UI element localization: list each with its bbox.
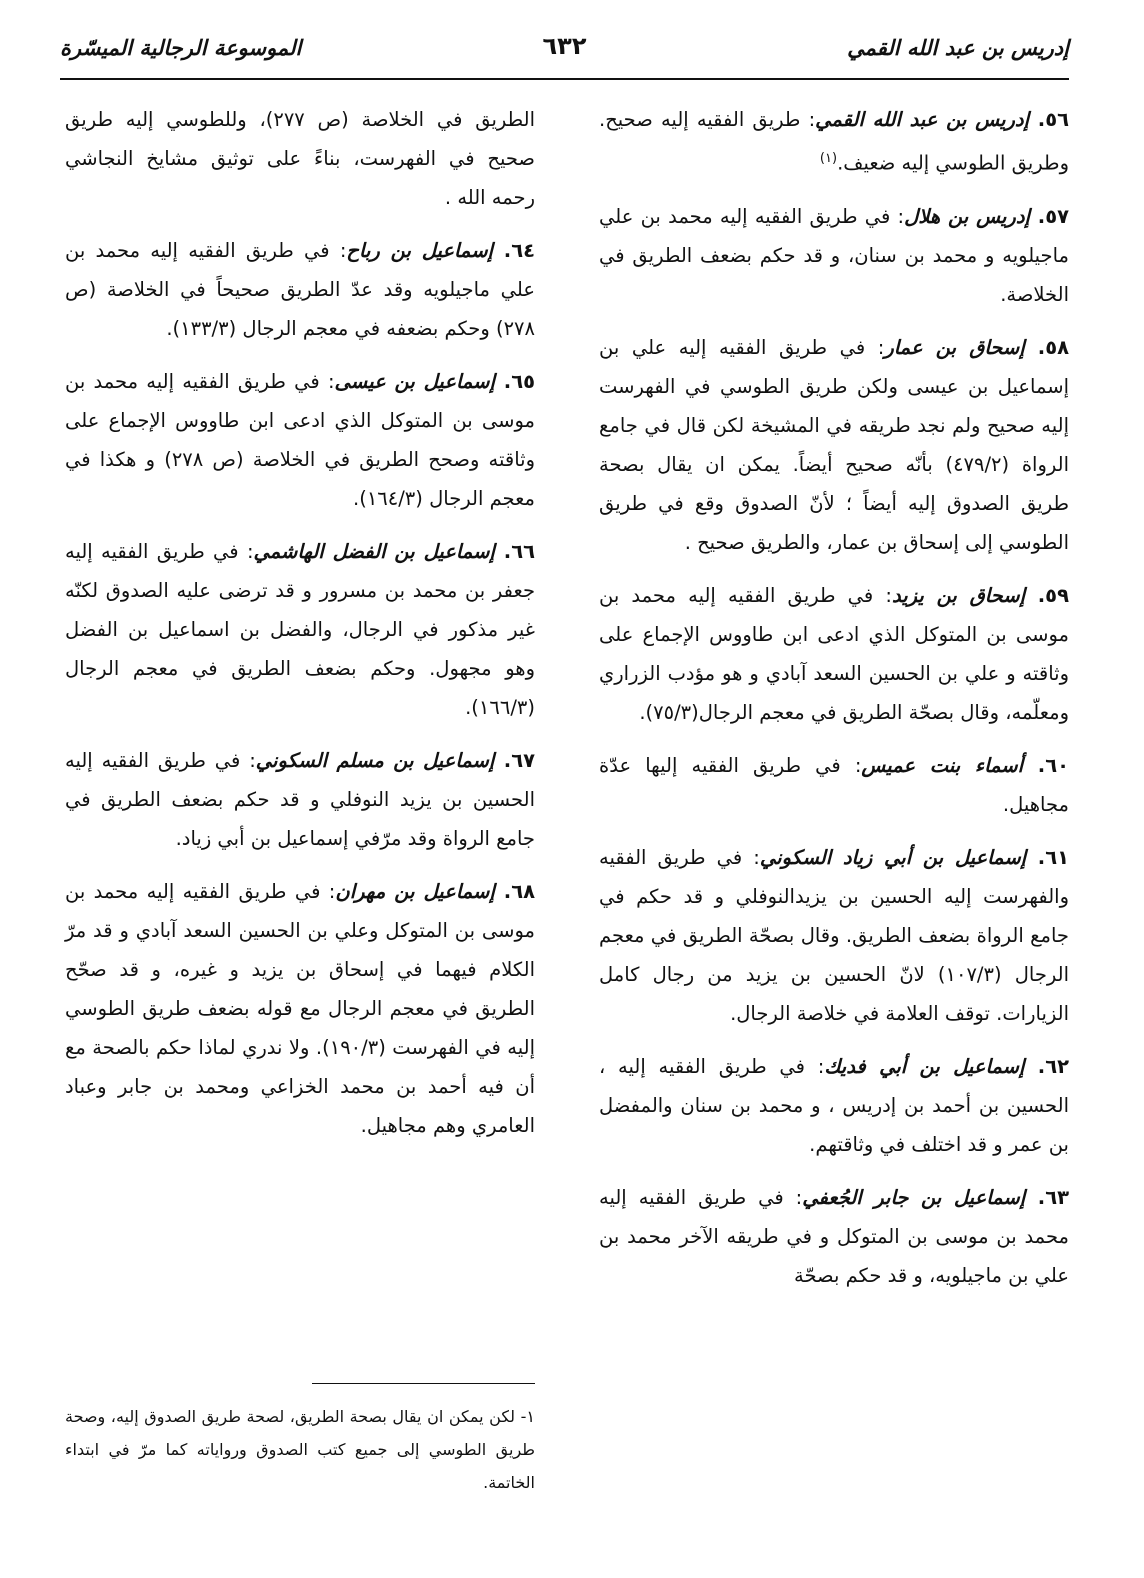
entry-name: إسماعيل بن أبي فديك (824, 1054, 1025, 1078)
entry-number: ٦٣. (1025, 1185, 1069, 1209)
entry-59 (599, 576, 1069, 732)
header-divider (60, 78, 1069, 80)
footnote: ١- لكن يمكن ان يقال بصحة الطريق، لصحة طريق الصدوق إليه، وصحة طريق الطوسي إلى جميع كتب الصدوق ورواياته كما مرّ في ابتداء الخاتمة. (65, 1407, 535, 1492)
entry-number: ٦٧. (494, 749, 535, 772)
entry-name: إدريس بن عبد الله القمي (815, 108, 1030, 131)
entry-name: إسحاق بن عمار (884, 335, 1025, 359)
entry-68 (65, 872, 535, 1145)
entry-64 (65, 231, 535, 348)
entry-text: : في طريق الفقيه إليه محمد بن علي ماجيلويه وقد عدّ الطريق صحيحاً في الخلاصة (ص ٢٧٨) وحكم بضعفه في معجم الرجال (١٣٣/٣). (65, 239, 535, 340)
entry-name: إسماعيل بن مهران (335, 880, 495, 903)
entry-number: ٦٨. (494, 880, 535, 903)
entry-text: : في طريق الفقيه إليه محمد بن موسى بن المتوكل و في طريقه الآخر محمد بن علي بن ماجيلويه، و قد حكم بصحّة (599, 1185, 1069, 1287)
entry-text: : في طريق الفقيه إليه جعفر بن محمد بن مسرور و قد ترضى عليه الصدوق لكنّه غير مذكور في الرجال، والفضل بن اسماعيل بن الفضل وهو مجهول. وحكم بضعف الطريق في معجم الرجال (١٦٦/٣). (65, 540, 535, 719)
entry-text: : في طريق الفقيه إليه محمد بن موسى بن المتوكل وعلي بن الحسين السعد آبادي و قد مرّ الكلام فيهما في إسحاق بن يزيد و غيره، و قد صحّح الطريق في معجم الرجال مع قوله بضعف طريق الطوسي إليه في الفهرست (١٩٠/٣). ولا ندري لماذا حكم بالصحة مع أن فيه أحمد بن محمد الخزاعي ومحمد بن جابر وعباد العامري وهم مجاهيل. (65, 880, 535, 1137)
entry-name: إسماعيل بن رباح (346, 239, 493, 262)
entry-name: إسحاق بن يزيد (891, 583, 1026, 607)
entry-63 (599, 1178, 1069, 1295)
entry-name: إسماعيل بن عيسى (334, 370, 495, 393)
entry-65 (65, 362, 535, 518)
left-column (65, 100, 535, 1159)
entry-58 (599, 328, 1069, 562)
entry-number: ٦٥. (494, 370, 535, 393)
entry-number: ٦١. (1026, 845, 1070, 869)
entry-number: ٥٦. (1029, 108, 1069, 131)
entry-66 (65, 532, 535, 727)
footnote-reference: (١) (819, 151, 838, 166)
running-title-right: إدريس بن عبد الله القمي (847, 36, 1069, 60)
entry-text: : في طريق الفقيه إليه محمد بن موسى بن المتوكل الذي ادعى ابن طاووس الإجماع على وثاقته وصحح الطريق في الخلاصة (ص ٢٧٨) و هكذا في معجم الرجال (١٦٤/٣). (65, 370, 535, 510)
entry-text: : في طريق الفقيه إليه الحسين بن يزيد النوفلي و قد حكم بضعف الطريق في جامع الرواة وقد مرّفي إسماعيل بن أبي زياد. (65, 749, 535, 850)
page-number: ٦٣٢ (542, 32, 587, 60)
entry-63-continuation: الطريق في الخلاصة (ص ٢٧٧)، وللطوسي إليه طريق صحيح في الفهرست، بناءً على توثيق مشايخ النجاشي رحمه الله . (65, 108, 536, 209)
entry-number: ٦٤. (492, 239, 536, 262)
entry-number: ٦٢. (1024, 1054, 1069, 1078)
entry-text: : في طريق الفقيه إليه علي بن إسماعيل بن عيسى ولكن طريق الطوسي في الفهرست إليه صحيح ولم نجد طريقه في المشيخة لكن قال في جامع الرواة (٤٧٩/٢) بأنّه صحيح أيضاً. يمكن ان يقال بصحة طريق الصدوق إليه أيضاً ؛ لأنّ الصدوق وقع في طريق الطوسي إلى إسحاق بن عمار، والطريق صحيح . (599, 335, 1070, 554)
entry-number: ٥٧. (1029, 204, 1069, 228)
page-header (60, 28, 1069, 72)
right-column (599, 100, 1069, 1309)
entry-text: : في طريق الفقيه إليه محمد بن علي ماجيلويه و محمد بن سنان، و قد حكم بضعف الطريق في الخلاصة. (599, 204, 1069, 306)
entry-56 (599, 100, 1069, 183)
entry-name: إدريس بن هلال (904, 204, 1030, 228)
footnote-divider (312, 1383, 535, 1384)
entry-number: ٦٠. (1023, 753, 1069, 777)
entry-62 (599, 1047, 1069, 1164)
entry-name: إسماعيل بن أبي زياد السكوني (759, 845, 1027, 869)
entry-number: ٥٩. (1025, 583, 1069, 607)
entry-name: إسماعيل بن مسلم السكوني (255, 749, 495, 772)
entry-57 (599, 197, 1069, 314)
entry-text: : في طريق الفقيه والفهرست إليه الحسين بن يزيدالنوفلي و قد حكم في جامع الرواة بضعف الطريق. وقال بصحّة الطريق في معجم الرجال (١٠٧/٣) لانّ الحسين بن يزيد من رجال كامل الزيارات. توقف العلامة في خلاصة الرجال. (599, 845, 1069, 1025)
running-title-left: الموسوعة الرجالية الميسّرة (60, 36, 302, 60)
entry-text: : في طريق الفقيه إليها عدّة مجاهيل. (599, 753, 1069, 816)
entry-text: : في طريق الفقيه إليه ، الحسين بن أحمد بن إدريس ، و محمد بن سنان والمفضل بن عمر و قد اختلف في وثاقتهم. (599, 1054, 1069, 1156)
entry-67 (65, 741, 535, 858)
entry-name: إسماعيل بن جابر الجُعفي (802, 1185, 1026, 1209)
entry-61 (599, 838, 1069, 1033)
entry-number: ٦٦. (494, 540, 535, 563)
entry-text: : في طريق الفقيه إليه محمد بن موسى بن المتوكل الذي ادعى ابن طاووس الإجماع على وثاقته و علي بن الحسين السعد آبادي و هو مؤدب الزراري ومعلّمه، وقال بصحّة الطريق في معجم الرجال(٧٥/٣). (599, 583, 1069, 724)
entry-60 (599, 746, 1069, 824)
entry-name: إسماعيل بن الفضل الهاشمي (253, 540, 495, 563)
entry-number: ٥٨. (1024, 335, 1070, 359)
entry-text: : طريق الفقيه إليه صحيح. وطريق الطوسي إليه ضعيف. (599, 108, 1069, 175)
entry-name: أسماء بنت عميس (861, 753, 1024, 777)
